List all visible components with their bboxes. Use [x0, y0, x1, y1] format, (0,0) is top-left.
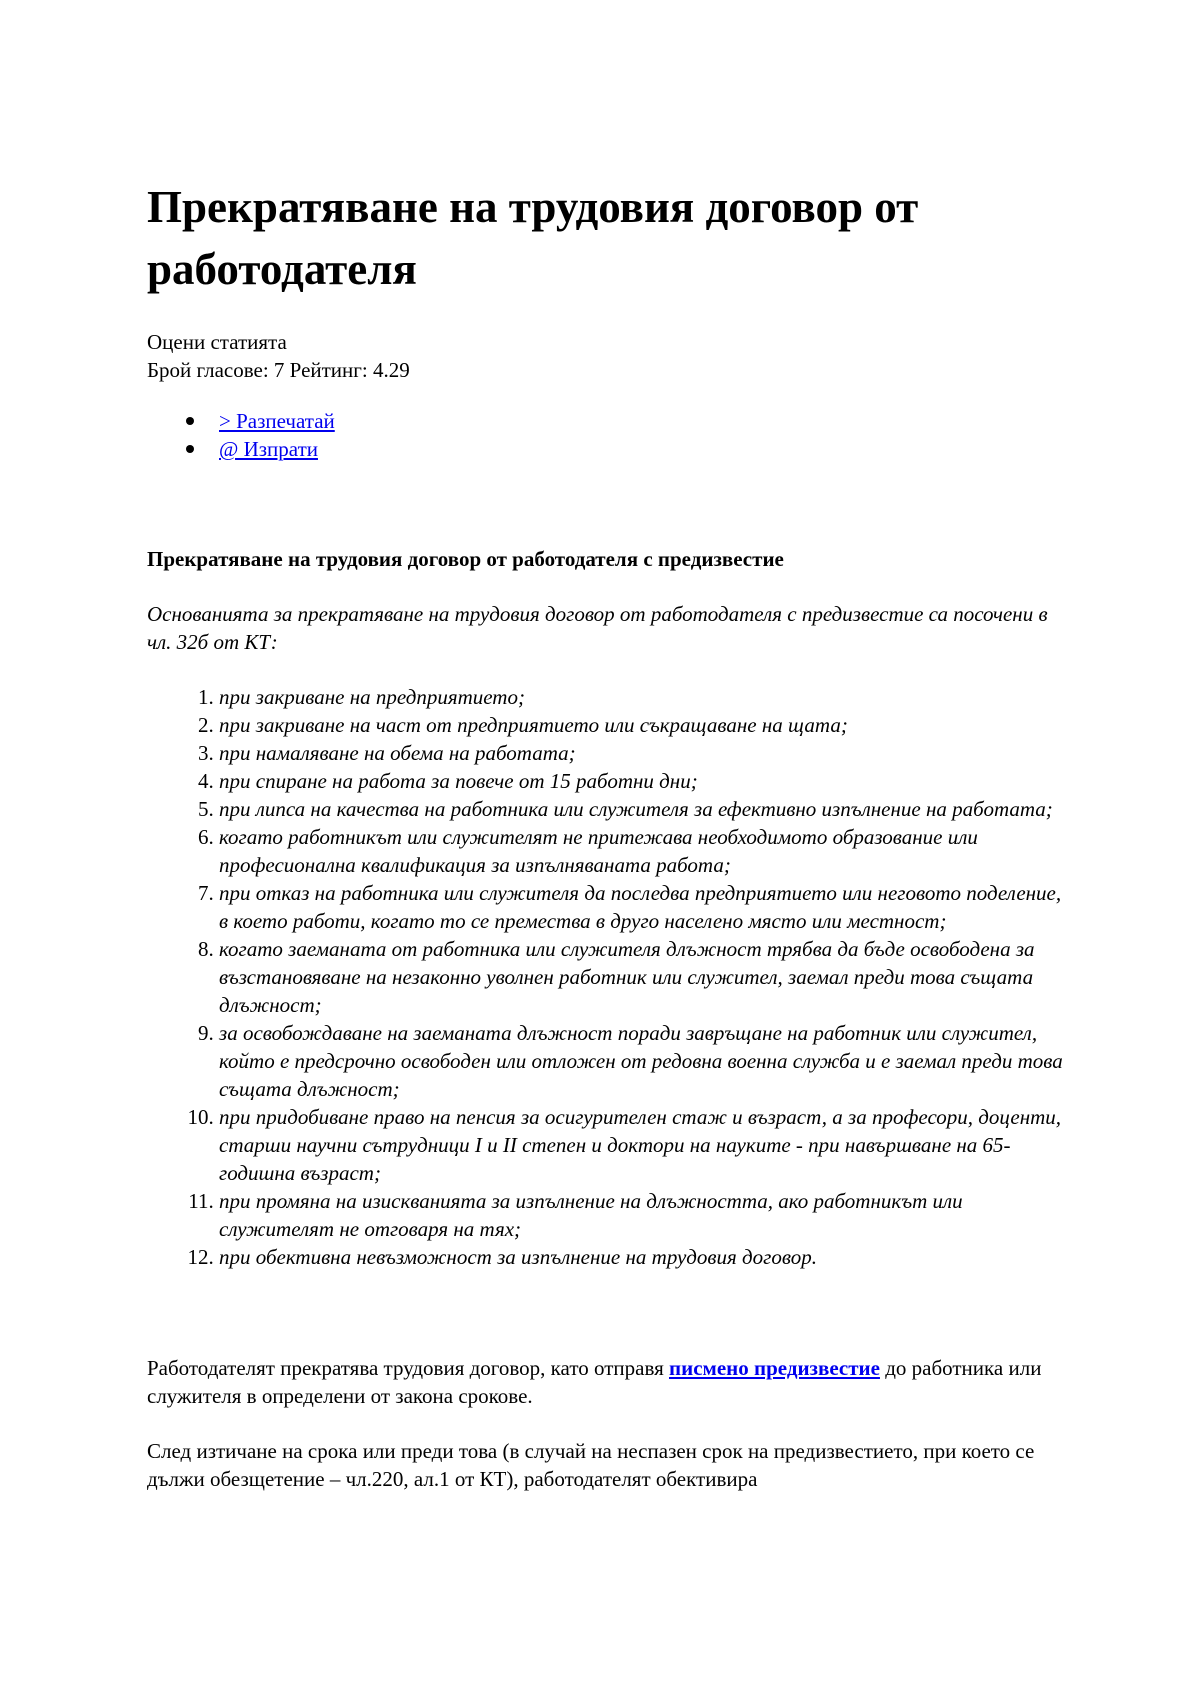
list-item: 1. при закриване на предприятието;: [219, 683, 1067, 711]
written-notice-link[interactable]: писмено предизвестие: [669, 1356, 880, 1380]
list-item: 12. при обективна невъзможност за изпълнение на трудовия договор.: [219, 1243, 1067, 1271]
article-actions: [147, 407, 1067, 463]
votes-rating: Брой гласове: 7 Рейтинг: 4.29: [147, 358, 410, 382]
document-page: [147, 176, 1067, 1493]
action-item-print: [219, 407, 1067, 435]
rate-article-label[interactable]: Оцени статията: [147, 330, 287, 354]
list-item: 7. при отказ на работника или служителя да последва предприятието или неговото поделение, в което работи, когато то се премества в друго населено място или местност;: [219, 879, 1067, 935]
section-intro: Основанията за прекратяване на трудовия договор от работодателя с предизвестие са посочени в чл. 32б от КТ:: [147, 602, 1048, 654]
list-item: 3. при намаляване на обема на работата;: [219, 739, 1067, 767]
notice-paragraph: [147, 1354, 1067, 1410]
notice-text-after: до работника или служителя в определени от закона срокове.: [147, 1356, 1042, 1408]
list-item: 11. при промяна на изискванията за изпълнение на длъжността, ако работникът или служителят не отговаря на тях;: [219, 1187, 1067, 1243]
list-item: 2. при закриване на част от предприятието или съкращаване на щата;: [219, 711, 1067, 739]
list-item: 9. за освобождаване на заеманата длъжност поради завръщане на работник или служител, който е предсрочно освободен или отложен от редовна военна служба и е заемал преди това същата длъжност;: [219, 1019, 1067, 1103]
print-link[interactable]: > Разпечатай: [219, 409, 335, 433]
page-title: Прекратяване на трудовия договор от работодателя: [147, 182, 919, 294]
notice-text-before: Работодателят прекратява трудовия договор, като отправя: [147, 1356, 669, 1380]
list-item: 8. когато заеманата от работника или служителя длъжност трябва да бъде освободена за възстановяване на незаконно уволнен работник или служител, заемал преди това същата длъжност;: [219, 935, 1067, 1019]
list-item: 4. при спиране на работа за повече от 15 работни дни;: [219, 767, 1067, 795]
list-item: 5. при липса на качества на работника или служителя за ефективно изпълнение на работата;: [219, 795, 1067, 823]
section-heading: Прекратяване на трудовия договор от работодателя с предизвестие: [147, 547, 784, 571]
list-item: 10. при придобиване право на пенсия за осигурителен стаж и възраст, а за професори, доценти, старши научни сътрудници I и II степен и доктори на науките - при навършване на 65-годишна възраст;: [219, 1103, 1067, 1187]
send-link[interactable]: @ Изпрати: [219, 437, 318, 461]
list-item: 6. когато работникът или служителят не притежава необходимото образование или професионална квалификация за изпълняваната работа;: [219, 823, 1067, 879]
action-item-send: [219, 435, 1067, 463]
grounds-list: [147, 683, 1067, 1271]
expiry-paragraph: След изтичане на срока или преди това (в случай на неспазен срок на предизвестието, при което се дължи обезщетение – чл.220, ал.1 от КТ), работодателят обективира: [147, 1439, 1035, 1491]
